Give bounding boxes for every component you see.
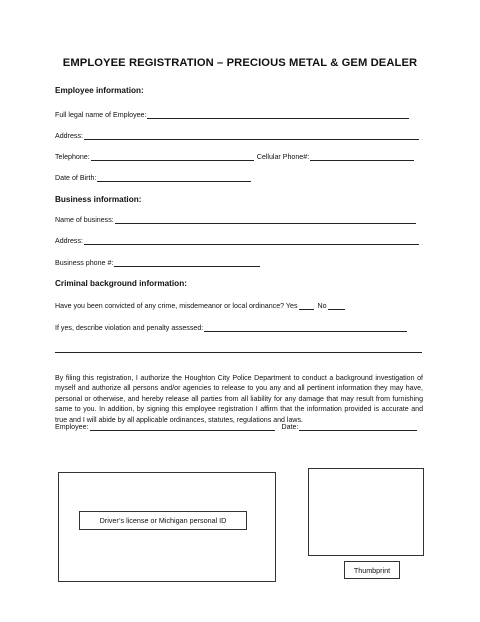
- dob-row: [55, 170, 251, 182]
- describe-continuation-field[interactable]: [55, 343, 422, 353]
- signature-row: [55, 419, 417, 431]
- thumbprint-box: [308, 468, 424, 556]
- telephone-field[interactable]: [91, 151, 254, 161]
- full-name-field[interactable]: [147, 109, 409, 119]
- business-name-field[interactable]: [115, 214, 416, 224]
- employee-address-label: Address:: [55, 132, 83, 140]
- employee-address-field[interactable]: [84, 130, 419, 140]
- business-phone-row: [55, 255, 260, 267]
- page-title: EMPLOYEE REGISTRATION – PRECIOUS METAL & GEM DEALER: [62, 57, 418, 69]
- business-phone-label: Business phone #:: [55, 259, 114, 267]
- business-section-heading: Business information:: [55, 195, 142, 204]
- employee-address-row: [55, 128, 419, 140]
- conviction-question-row: [55, 298, 345, 310]
- date-label: Date:: [281, 423, 299, 431]
- employee-signature-label: Employee:: [55, 423, 89, 431]
- cellular-label: Cellular Phone#:: [256, 153, 310, 161]
- business-phone-field[interactable]: [114, 257, 260, 267]
- dob-label: Date of Birth:: [55, 174, 97, 182]
- business-address-label: Address:: [55, 237, 83, 245]
- criminal-section-heading: Criminal background information:: [55, 279, 187, 288]
- business-address-field[interactable]: [84, 235, 419, 245]
- employee-section-heading: Employee information:: [55, 86, 144, 95]
- telephone-row: [55, 149, 414, 161]
- license-label: Driver’s license or Michigan personal ID: [79, 511, 247, 530]
- telephone-label: Telephone:: [55, 153, 90, 161]
- yes-field[interactable]: [299, 300, 314, 310]
- date-field[interactable]: [299, 421, 417, 431]
- cellular-field[interactable]: [310, 151, 414, 161]
- describe-field[interactable]: [204, 322, 407, 332]
- describe-continuation-row: [55, 341, 422, 353]
- authorization-paragraph: By filing this registration, I authorize the Houghton City Police Department to conduct a background investigation of myself and authorize all persons and/or agencies to release to you any and all pertinent information they may have, personal or otherwise, and hereby release all parties from all liability for any damage that may result from furnishing same to you. In addition, by signing this employee registration I affirm that the information provided is accurate and true and I will abide by all applicable ordinances, statutes, regulations and laws.: [55, 375, 423, 424]
- no-field[interactable]: [328, 300, 345, 310]
- conviction-question: Have you been convicted of any crime, misdemeanor or local ordinance? Yes: [55, 302, 298, 310]
- full-name-row: [55, 107, 409, 119]
- dob-field[interactable]: [97, 172, 251, 182]
- no-label: No: [317, 302, 327, 310]
- business-name-label: Name of business:: [55, 216, 114, 224]
- describe-label: If yes, describe violation and penalty assessed:: [55, 324, 204, 332]
- business-name-row: [55, 212, 416, 224]
- describe-row: [55, 320, 407, 332]
- business-address-row: [55, 233, 419, 245]
- employee-signature-field[interactable]: [90, 421, 275, 431]
- full-name-label: Full legal name of Employee:: [55, 111, 147, 119]
- thumbprint-label: Thumbprint: [344, 561, 400, 579]
